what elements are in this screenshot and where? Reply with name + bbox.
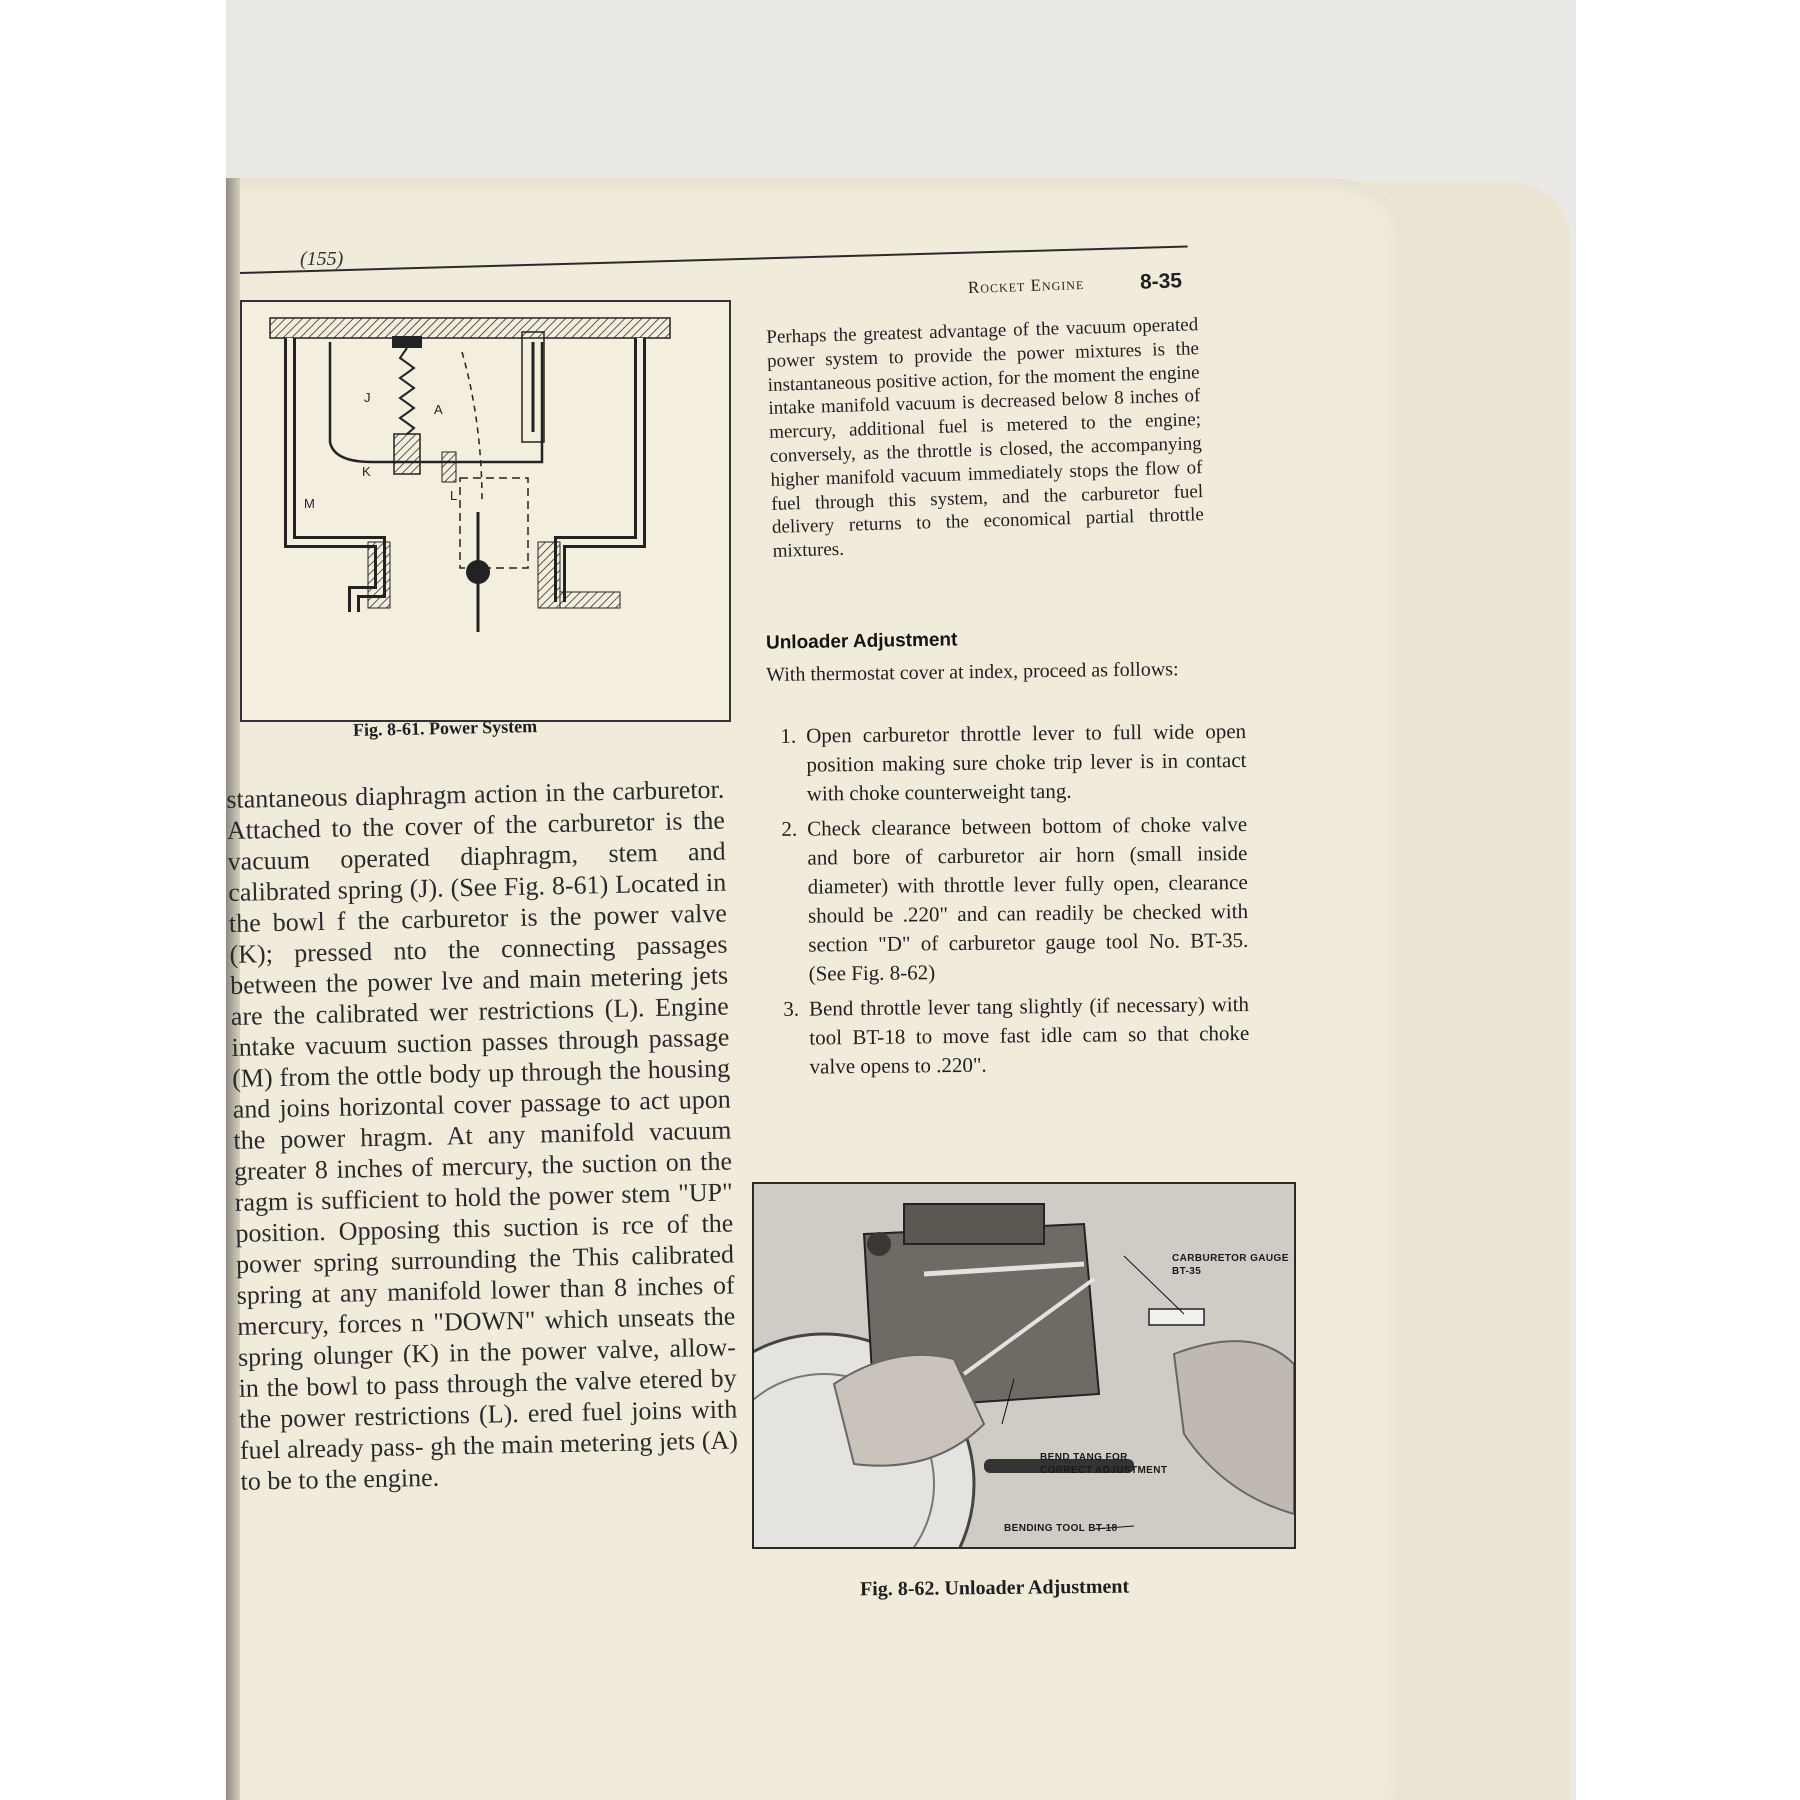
unloader-photo: [754, 1184, 1294, 1547]
step-number: 2.: [781, 816, 798, 841]
figure-caption-8-61: Fig. 8-61. Power System: [352, 716, 538, 740]
procedure-step: [766, 717, 1247, 809]
procedure-step: [767, 810, 1249, 989]
page-number: (155): [300, 248, 344, 270]
figure-caption-8-62: Fig. 8-62. Unloader Adjustment: [859, 1575, 1130, 1601]
right-column-paragraph: Perhaps the greatest advantage of the vacuum operated power system to provide the power mixtures is the instantaneous positive action, for the moment the engine intake manifold vacuum is decreased below 8 inches of mercury, additional fuel is metered to the engine; conversely, as the throttle is closed, the accompanying higher manifold vacuum immediately stops the flow of fuel through this system, and the carburetor fuel delivery returns to the economical partial throttle mixtures.: [766, 314, 1205, 563]
throttle-valve: [466, 560, 490, 584]
step-text: Bend throttle lever tang slightly (if necessary) with tool BT-18 to move fast idle cam so that choke valve opens to .220".: [808, 991, 1250, 1079]
power-system-diagram: [242, 302, 729, 720]
callout-l: L: [450, 488, 458, 503]
left-column-text: stantaneous diaphragm action in the carburetor. Attached to the cover of the carburetor is the vacuum operated diaphragm, stem and calibrated spring (J). (See Fig. 8-61) Located in the bowl f the carburetor is the power valve (K); pressed nto the connecting passages between the power lve and main metering jets are the calibrated wer restrictions (L). Engine intake vacuum suction passes through passage (M) from the ottle body up through the housing and joins horizontal cover passage to act upon the power hragm. At any manifold vacuum greater 8 inches of mercury, the suction on the ragm is sufficient to hold the power stem "UP" position. Opposing this suction is rce of the power spring surrounding the This calibrated spring at any manifold lower than 8 inches of mercury, forces n "DOWN" which unseats the spring olunger (K) in the power valve, allow- in the bowl to pass through the valve etered by the power restrictions (L). ered fuel joins with fuel already pass- gh the main metering jets (A) to be to the engine.: [226, 774, 739, 1496]
procedure-step: [769, 990, 1250, 1082]
callout-k: K: [362, 464, 371, 479]
figure-unloader-adjustment-photo: [752, 1182, 1296, 1549]
procedure-steps: [766, 717, 1250, 1088]
label-carburetor-gauge: CARBURETOR GAUGE BT-35: [1172, 1253, 1289, 1277]
running-head: Rocket Engine: [967, 273, 1085, 297]
procedure-lead-in: With thermostat cover at index, proceed as follows:: [766, 658, 1179, 686]
step-number: 1.: [780, 723, 797, 748]
section-number: 8-35: [1139, 269, 1183, 294]
figure-power-system: [240, 300, 731, 722]
power-spring: [400, 348, 414, 434]
section-subheading: Unloader Adjustment: [765, 629, 958, 654]
callout-m: M: [304, 496, 315, 511]
label-bend-tang: BEND TANG FOR CORRECT ADJUSTMENT: [1040, 1452, 1168, 1476]
power-valve: [394, 434, 420, 474]
callout-a: A: [434, 402, 443, 417]
label-bending-tool: BENDING TOOL BT-18: [1004, 1523, 1118, 1534]
step-text: Open carburetor throttle lever to full wide open position making sure choke trip lever is in contact with choke counterweight tang.: [806, 718, 1247, 806]
step-number: 3.: [783, 996, 800, 1021]
step-text: Check clearance between bottom of choke valve and bore of carburetor air horn (small inside diameter) with throttle lever fully open, clearance should be .220" and can readily be checked with section "D" of carburetor gauge tool No. BT-35. (See Fig. 8-62): [806, 811, 1249, 986]
callout-j: J: [364, 390, 371, 405]
cover-hatch: [270, 318, 670, 338]
